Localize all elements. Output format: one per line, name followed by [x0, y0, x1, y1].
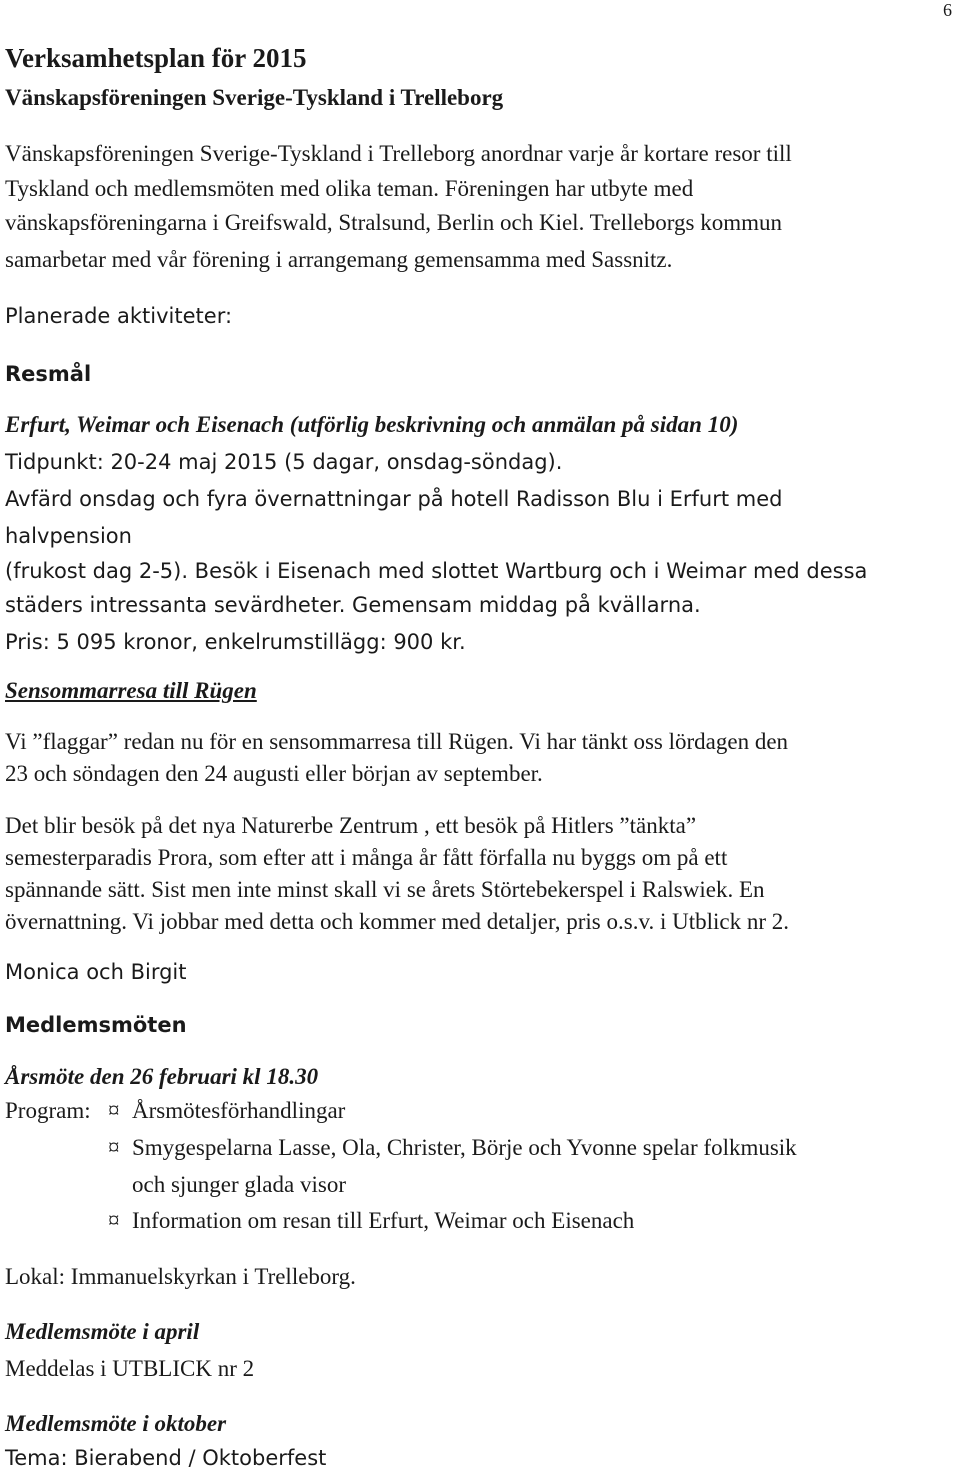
bullet-icon: ¤: [108, 1208, 120, 1233]
program-item: Årsmötesförhandlingar: [132, 1098, 346, 1123]
intro-line: Vänskapsföreningen Sverige-Tyskland i Trelleborg anordnar varje år kortare resor till: [5, 141, 792, 166]
bullet-icon: ¤: [108, 1098, 120, 1123]
april-meeting-text: Meddelas i UTBLICK nr 2: [5, 1356, 255, 1381]
bullet-icon: ¤: [108, 1135, 120, 1160]
intro-line: Tyskland och medlemsmöten med olika teman. Föreningen har utbyte med: [5, 176, 694, 201]
trips-heading: Resmål: [5, 362, 92, 386]
october-meeting-text: Tema: Bierabend / Oktoberfest: [5, 1446, 327, 1470]
document-title: Verksamhetsplan för 2015: [5, 43, 307, 73]
trip-rugen-line: Vi ”flaggar” redan nu för en sensommarresa till Rügen. Vi har tänkt oss lördagen den: [5, 729, 789, 754]
trip-erfurt-line: Avfärd onsdag och fyra övernattningar på hotell Radisson Blu i Erfurt med: [5, 487, 783, 511]
intro-line: vänskapsföreningarna i Greifswald, Stralsund, Berlin och Kiel. Trelleborgs kommun: [5, 210, 782, 235]
trip-rugen-line: Det blir besök på det nya Naturerbe Zentrum , ett besök på Hitlers ”tänkta”: [5, 813, 697, 838]
trip-erfurt-title: Erfurt, Weimar och Eisenach (utförlig beskrivning och anmälan på sidan 10): [5, 412, 739, 437]
trip-rugen-line: 23 och söndagen den 24 augusti eller början av september.: [5, 761, 543, 786]
october-meeting-title: Medlemsmöte i oktober: [5, 1411, 227, 1436]
trip-rugen-line: övernattning. Vi jobbar med detta och kommer med detaljer, pris o.s.v. i Utblick nr 2.: [5, 909, 789, 934]
intro-line: samarbetar med vår förening i arrangemang gemensamma med Sassnitz.: [5, 247, 673, 272]
page-number: 6: [943, 0, 952, 20]
meetings-heading: Medlemsmöten: [5, 1013, 187, 1037]
program-item-continuation: och sjunger glada visor: [132, 1172, 346, 1197]
trip-rugen-line: spännande sätt. Sist men inte minst skall vi se årets Störtebekerspel i Ralswiek. En: [5, 877, 765, 902]
trip-rugen-line: semesterparadis Prora, som efter att i många år fått förfalla nu byggs om på ett: [5, 845, 728, 870]
trip-erfurt-line: Tidpunkt: 20-24 maj 2015 (5 dagar, onsdag-söndag).: [5, 450, 563, 474]
trip-rugen-signature: Monica och Birgit: [5, 960, 187, 984]
trip-erfurt-line: halvpension: [5, 524, 132, 548]
program-item: Smygespelarna Lasse, Ola, Christer, Börje och Yvonne spelar folkmusik: [132, 1135, 797, 1160]
planned-activities-heading: Planerade aktiviteter:: [5, 304, 233, 328]
program-item: Information om resan till Erfurt, Weimar och Eisenach: [132, 1208, 635, 1233]
trip-rugen-title: Sensommarresa till Rügen: [5, 678, 257, 703]
program-label: Program:: [5, 1098, 91, 1123]
trip-erfurt-line: Pris: 5 095 kronor, enkelrumstillägg: 900 kr.: [5, 630, 466, 654]
trip-erfurt-line: (frukost dag 2-5). Besök i Eisenach med slottet Wartburg och i Weimar med dessa: [5, 559, 868, 583]
annual-meeting-title: Årsmöte den 26 februari kl 18.30: [5, 1064, 319, 1089]
meeting-venue: Lokal: Immanuelskyrkan i Trelleborg.: [5, 1264, 356, 1289]
document-subtitle: Vänskapsföreningen Sverige-Tyskland i Trelleborg: [5, 85, 504, 110]
trip-erfurt-line: städers intressanta sevärdheter. Gemensam middag på kvällarna.: [5, 593, 701, 617]
april-meeting-title: Medlemsmöte i april: [5, 1319, 200, 1344]
